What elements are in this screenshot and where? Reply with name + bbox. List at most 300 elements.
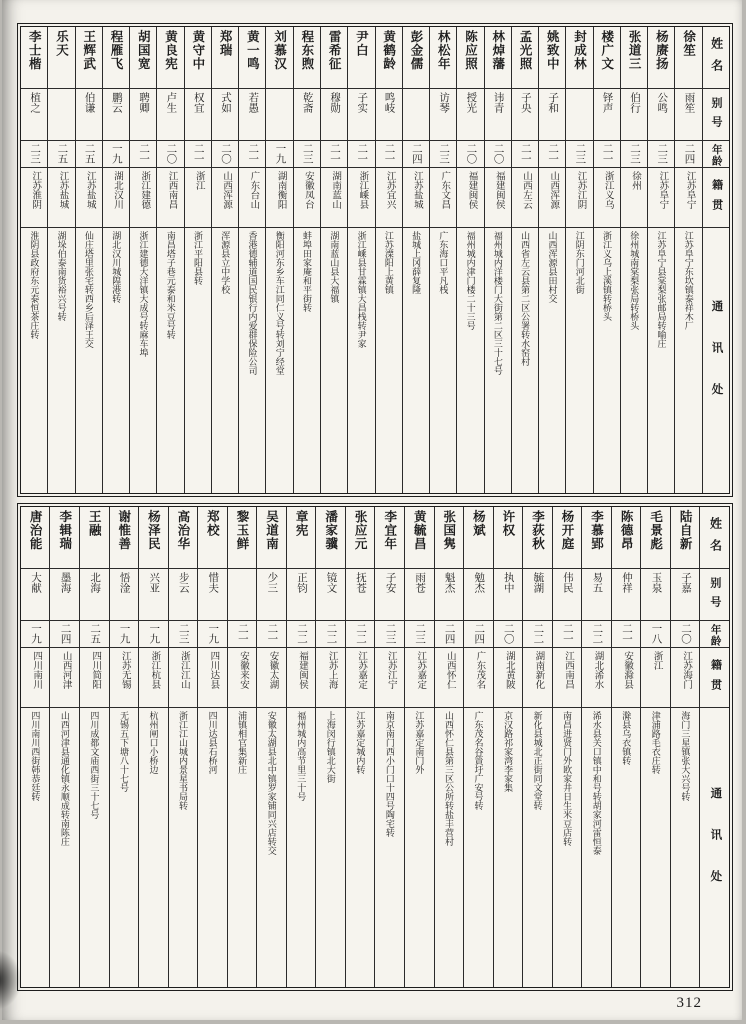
native-text: 安徽凤台 [302,171,313,209]
person-age-cell [375,621,404,648]
person-column [238,27,265,493]
alias-text: 执中 [502,572,514,593]
address-text: 山西河津县通化镇永顺成转南陈庄 [59,711,70,846]
directory-tables [20,26,730,1000]
person-alias-cell [316,569,345,621]
person-column [581,507,611,987]
person-age-cell [485,141,511,168]
native-text: 山西左云 [520,171,531,209]
person-address-cell [403,228,429,493]
alias-text: 步云 [177,572,189,593]
alias-text: 正钧 [295,572,307,593]
native-text: 福建闽侯 [466,171,477,209]
native-text: 江苏江阴 [575,171,586,209]
row-header-address-text: 通讯处 [709,786,722,912]
age-text: 二五 [89,623,101,644]
person-column [620,27,647,493]
scan-ink-blot [0,950,22,1010]
age-text: 二二 [295,623,307,644]
age-text: 一九 [118,623,130,644]
age-text: 二〇 [502,623,514,644]
person-native-cell [594,168,620,228]
native-text: 湖北汉川 [112,171,122,209]
person-alias-cell [485,89,511,141]
age-text: 二四 [473,623,485,644]
name-text: 封成林 [572,30,587,71]
person-name-cell [566,27,592,89]
person-age-cell [675,141,701,168]
person-age-cell [198,621,227,648]
person-column [463,507,493,987]
person-column [320,27,347,493]
person-native-cell [464,648,493,708]
person-address-cell [185,228,211,493]
person-name-cell [582,507,611,569]
age-text: 二二 [355,623,367,644]
person-alias-cell [464,569,493,621]
person-name-cell [157,27,183,89]
age-text: 一八 [650,623,662,644]
person-column [293,27,320,493]
person-address-cell [594,228,620,493]
name-text: 黄鹤龄 [381,30,396,71]
person-native-cell [21,168,47,228]
native-text: 浙江杭县 [149,651,160,689]
address-text: 福州城内高节里三十号 [296,711,307,801]
person-name-cell [405,507,434,569]
native-text: 浙江江山 [178,651,189,689]
person-native-cell [50,648,79,708]
row-header-alias-text: 别号 [708,577,721,615]
native-text: 四川简阳 [90,651,101,689]
address-text: 江苏嘉定南门外 [414,711,425,774]
person-name-cell [375,507,404,569]
person-age-cell [139,621,168,648]
person-alias-cell [435,569,464,621]
person-name-cell [80,507,109,569]
person-address-cell [76,228,102,493]
native-text: 江苏嘉定 [415,651,426,689]
person-alias-cell [594,89,620,141]
address-text: 仙庄塔里张宅转西乡后泽王交 [83,231,94,348]
alias-text: 子嘉 [680,572,692,593]
native-text: 江苏宜兴 [384,171,395,209]
age-text: 二一 [620,623,632,644]
person-alias-cell [130,89,156,141]
person-name-cell [648,27,674,89]
native-text: 浙江 [193,171,204,190]
person-column [640,507,670,987]
native-text: 江西南昌 [562,651,573,689]
person-name-cell [321,27,347,89]
address-text: 新化县城北正街同文堂转 [532,711,543,810]
person-native-cell [403,168,429,228]
alias-text: 穆勋 [329,92,341,113]
person-alias-cell [50,569,79,621]
person-address-cell [169,708,198,987]
age-text: 二四 [683,143,695,164]
person-name-cell [239,27,265,89]
age-text: 一九 [30,623,42,644]
address-text: 浑源县立中学校 [220,231,231,294]
age-text: 二三 [29,143,41,164]
person-name-cell [287,507,316,569]
row-header-name-text: 姓名 [709,37,724,81]
person-name-cell [403,27,429,89]
name-text: 唐治能 [28,510,43,551]
person-address-cell [375,708,404,987]
native-text: 浙江义乌 [602,171,613,209]
person-alias-cell [539,89,565,141]
person-name-cell [110,507,139,569]
alias-text: 鹏云 [110,92,122,113]
person-alias-cell [257,569,286,621]
address-text: 四川南川西街韩恭廷转 [30,711,41,801]
person-native-cell [553,648,582,708]
person-address-cell [376,228,402,493]
person-column [670,507,700,987]
row-header-address-cell [703,228,729,493]
person-age-cell [553,621,582,648]
person-address-cell [103,228,129,493]
person-age-cell [212,141,238,168]
person-native-cell [405,648,434,708]
name-text: 彭金儒 [408,30,423,71]
age-text: 二三 [574,143,586,164]
age-text: 二三 [414,623,426,644]
name-text: 程雁飞 [109,30,124,71]
alias-text: 悟淦 [118,572,130,593]
person-name-cell [130,27,156,89]
person-column [552,507,582,987]
person-native-cell [266,168,292,228]
person-native-cell [157,168,183,228]
person-alias-cell [185,89,211,141]
person-alias-cell [110,569,139,621]
alias-text: 雨苍 [414,572,426,593]
name-text: 姚致中 [545,30,560,71]
person-age-cell [430,141,456,168]
name-text: 黄毓昌 [412,510,427,551]
alias-text: 北海 [89,572,101,593]
person-native-cell [457,168,483,228]
person-alias-cell [321,89,347,141]
person-column [565,27,592,493]
age-text: 二五 [83,143,95,164]
address-text: 广东茂名谷篢圩广安号转 [473,711,484,810]
person-name-cell [346,507,375,569]
person-native-cell [494,648,523,708]
native-text: 湖南新化 [533,651,544,689]
age-text: 二一 [601,143,613,164]
directory-table-bottom [20,506,730,988]
person-column [611,507,641,987]
person-name-cell [553,507,582,569]
person-column [109,507,139,987]
person-column [402,27,429,493]
native-text: 江苏嘉定 [356,651,367,689]
person-column [674,27,701,493]
alias-text: 子实 [356,92,368,113]
person-address-cell [212,228,238,493]
alias-text: 惜夫 [207,572,219,593]
age-text: 二〇 [465,143,477,164]
person-age-cell [494,621,523,648]
native-text: 安徽来安 [237,651,248,689]
name-text: 楼广文 [599,30,614,71]
person-address-cell [494,708,523,987]
person-column [374,507,404,987]
person-column [484,27,511,493]
address-text: 杭州闸口小桥边 [148,711,159,774]
address-text: 江苏阜宁东坎镇泰祥木厂 [683,231,694,330]
person-native-cell [169,648,198,708]
person-column [522,507,552,987]
name-text: 潘家骥 [323,510,338,551]
person-age-cell [641,621,670,648]
alias-text: 子和 [547,92,559,113]
person-name-cell [671,507,700,569]
name-text: 陆自新 [678,510,693,551]
person-address-cell [671,708,700,987]
native-text: 福建闽侯 [297,651,308,689]
person-native-cell [212,168,238,228]
person-age-cell [294,141,320,168]
person-age-cell [403,141,429,168]
age-text: 二三 [384,623,396,644]
name-text: 徐笙 [681,30,696,57]
name-text: 许权 [500,510,515,537]
person-address-cell [48,228,74,493]
person-column [49,507,79,987]
person-age-cell [321,141,347,168]
person-column [75,27,102,493]
address-text: 京汉路祁家湾李家集 [503,711,514,792]
directory-table-top [20,26,730,494]
person-native-cell [348,168,374,228]
address-text: 浦镇相官集新庄 [237,711,248,774]
person-native-cell [287,648,316,708]
person-age-cell [50,621,79,648]
person-native-cell [430,168,456,228]
age-text: 二一 [329,143,341,164]
person-name-cell [294,27,320,89]
person-address-cell [321,228,347,493]
person-age-cell [348,141,374,168]
person-address-cell [266,228,292,493]
person-column [256,507,286,987]
native-text: 福建闽侯 [493,171,504,209]
alias-text: 墨海 [59,572,71,593]
name-text: 黄一鸣 [245,30,260,71]
age-text: 二五 [56,143,68,164]
person-address-cell [435,708,464,987]
person-column [404,507,434,987]
person-age-cell [48,141,74,168]
row-header-alias-cell [703,89,729,141]
address-text: 浙江江山城内景星书局转 [178,711,189,810]
alias-text: 聘卿 [138,92,150,113]
person-native-cell [566,168,592,228]
person-address-cell [80,708,109,987]
person-alias-cell [212,89,238,141]
person-alias-cell [612,569,641,621]
row-header-alias-cell [700,569,729,621]
person-name-cell [348,27,374,89]
person-age-cell [287,621,316,648]
person-name-cell [103,27,129,89]
row-header-age-text: 年龄 [710,143,722,167]
person-name-cell [139,507,168,569]
person-address-cell [566,228,592,493]
person-alias-cell [566,89,592,141]
age-text: 二三 [177,623,189,644]
name-text: 李士楷 [27,30,42,71]
alias-text: 兴亚 [148,572,160,593]
name-text: 刘慕汉 [272,30,287,71]
name-text: 陈德昂 [619,510,634,551]
person-age-cell [257,621,286,648]
row-header-name-cell [703,27,729,89]
address-text: 香港德辅道国民银行内爱群保险公司 [247,231,258,375]
person-address-cell [287,708,316,987]
address-text: 海门三星镇张大兴号转 [680,711,691,801]
person-age-cell [464,621,493,648]
address-text: 浙江建德大洋镇大成号转麻车埠 [138,231,149,357]
native-text: 广东台山 [248,171,259,209]
address-text: 福州城内津门楼二十三号 [465,231,476,330]
person-alias-cell [139,569,168,621]
person-alias-cell [48,89,74,141]
alias-text: 镜文 [325,572,337,593]
alias-text: 玉泉 [650,572,662,593]
person-name-cell [228,507,257,569]
person-native-cell [671,648,700,708]
person-column [79,507,109,987]
row-header-age-cell [703,141,729,168]
person-native-cell [257,648,286,708]
row-header-address-cell [700,708,729,987]
alias-text: 伟民 [561,572,573,593]
age-text: 二一 [383,143,395,164]
person-address-cell [239,228,265,493]
name-text: 李慕郢 [589,510,604,551]
native-text: 广东文昌 [439,171,450,209]
person-address-cell [294,228,320,493]
person-native-cell [346,648,375,708]
age-text: 二二 [532,623,544,644]
name-text: 杨开庭 [559,510,574,551]
person-name-cell [21,507,50,569]
address-text: 山西浑源县田村交 [547,231,558,303]
age-text: 二二 [325,623,337,644]
age-text: 二一 [138,143,150,164]
person-name-cell [523,507,552,569]
person-address-cell [157,228,183,493]
person-address-cell [430,228,456,493]
person-name-cell [198,507,227,569]
person-native-cell [294,168,320,228]
person-column [434,507,464,987]
age-text: 二三 [656,143,668,164]
person-address-cell [405,708,434,987]
person-column [138,507,168,987]
age-text: 二一 [192,143,204,164]
person-alias-cell [157,89,183,141]
row-header-alias-text: 别号 [710,97,723,135]
person-address-cell [457,228,483,493]
age-text: 二〇 [219,143,231,164]
name-text: 黎玉鲜 [234,510,249,551]
row-header-column [699,507,729,987]
name-text: 陈应照 [463,30,478,71]
person-alias-cell [430,89,456,141]
address-text: 山西省左云县第二区公署转水窑村 [520,231,531,366]
person-column [47,27,74,493]
alias-text: 少三 [266,572,278,593]
native-text: 山西河津 [60,651,71,689]
address-text: 南京南门西小门口十四号陶宅转 [384,711,395,837]
person-native-cell [130,168,156,228]
person-native-cell [512,168,538,228]
person-age-cell [566,141,592,168]
age-text: 二二 [591,623,603,644]
address-text: 南昌进贤门外欧家井日生米豆店转 [562,711,573,846]
person-alias-cell [671,569,700,621]
name-text: 李宜年 [382,510,397,551]
address-text: 江苏阜宁县棠梨张邮局转喻庄 [656,231,667,348]
person-name-cell [435,507,464,569]
address-text: 南昌塔子巷元泰和米豆号转 [165,231,176,339]
row-header-name-text: 姓名 [708,517,723,561]
person-column [538,27,565,493]
person-name-cell [21,27,47,89]
native-text: 江苏盐城 [411,171,422,209]
native-text: 四川南川 [31,651,42,689]
person-column [265,27,292,493]
person-address-cell [139,708,168,987]
native-text: 湖北黄陂 [503,651,514,689]
person-alias-cell [405,569,434,621]
person-name-cell [594,27,620,89]
alias-text: 毓湖 [532,572,544,593]
person-address-cell [523,708,552,987]
native-text: 广东茂名 [474,651,485,689]
age-text: 二〇 [165,143,177,164]
person-alias-cell [169,569,198,621]
person-column [21,27,47,493]
person-alias-cell [294,89,320,141]
person-name-cell [539,27,565,89]
person-age-cell [21,621,50,648]
alias-text: 若愚 [247,92,259,113]
person-age-cell [376,141,402,168]
person-age-cell [523,621,552,648]
alias-text: 授光 [465,92,477,113]
name-text: 李荻秋 [530,510,545,551]
person-age-cell [621,141,647,168]
person-alias-cell [621,89,647,141]
person-age-cell [130,141,156,168]
person-name-cell [512,27,538,89]
person-name-cell [494,507,523,569]
alias-text: 植之 [29,92,41,113]
name-text: 尹白 [354,30,369,57]
person-address-cell [198,708,227,987]
person-age-cell [648,141,674,168]
person-address-cell [675,228,701,493]
person-column [647,27,674,493]
